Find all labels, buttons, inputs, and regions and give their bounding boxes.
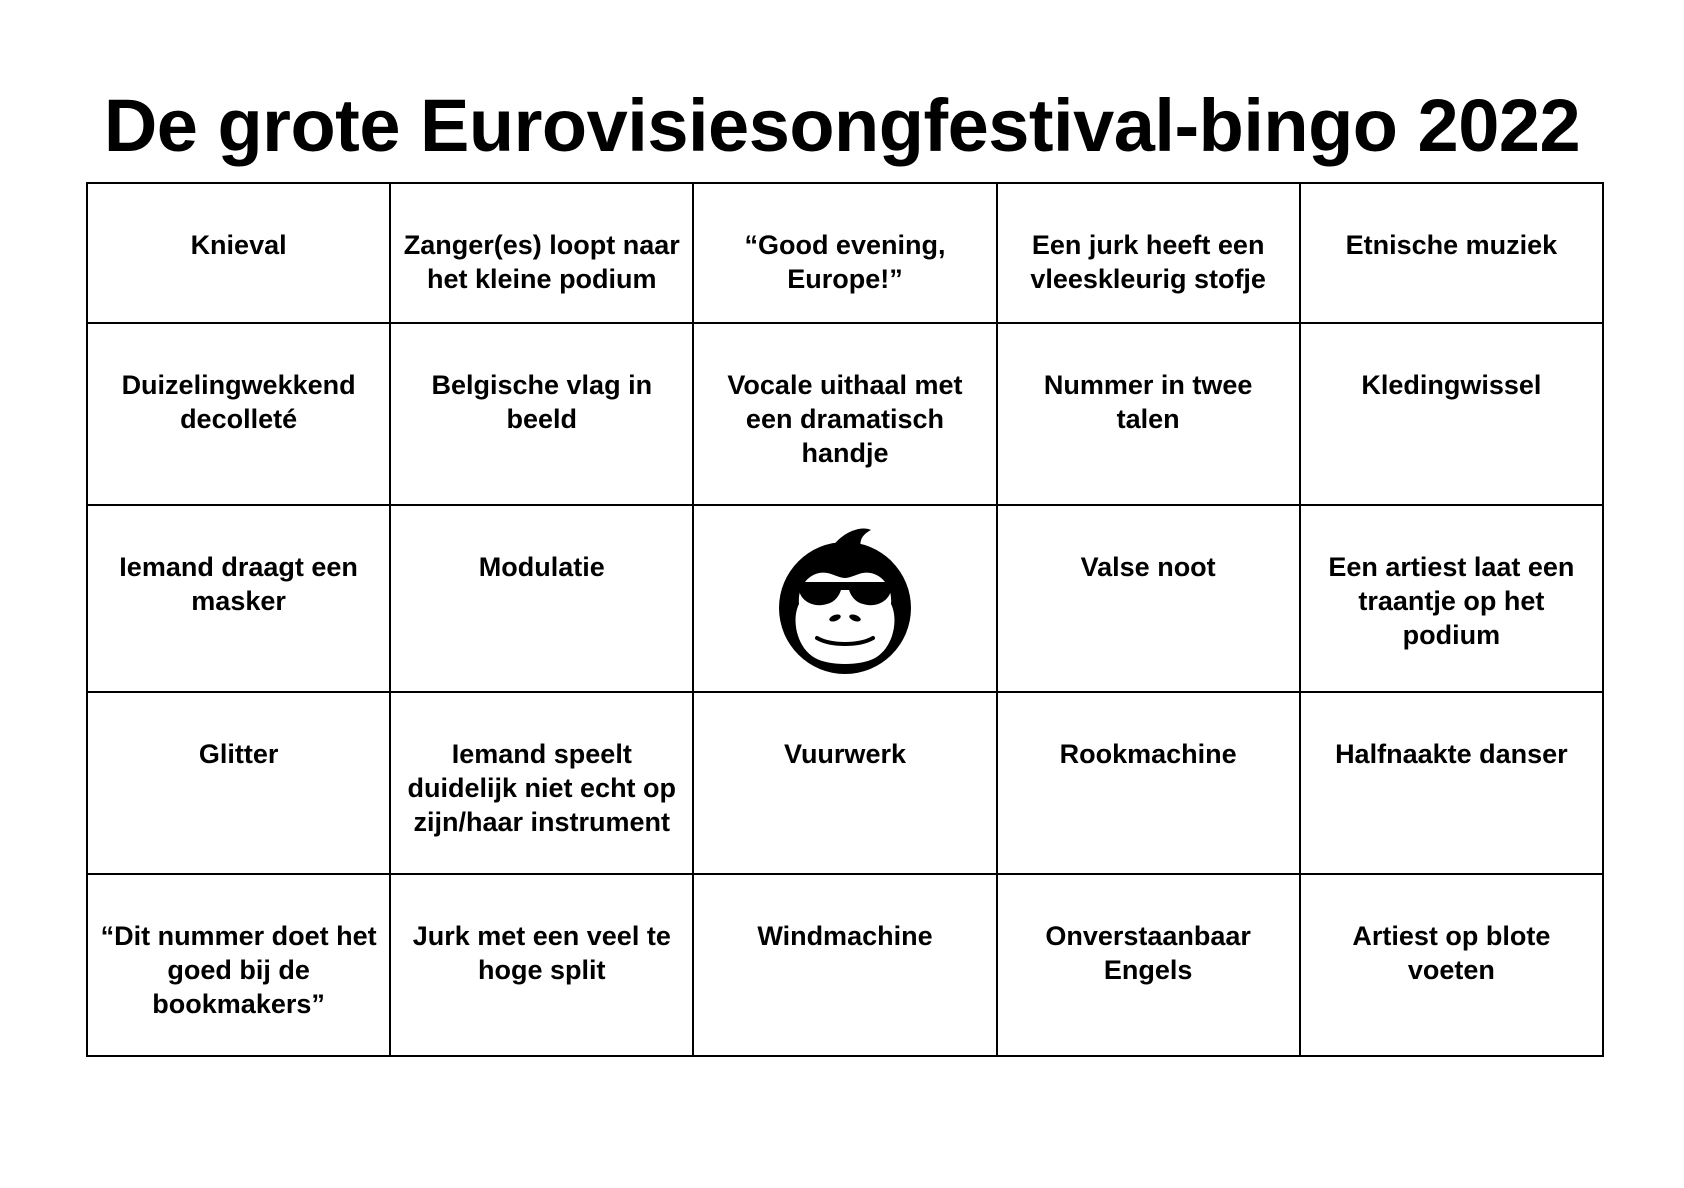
bingo-row bbox=[87, 692, 1603, 874]
bingo-cell: Windmachine bbox=[693, 874, 996, 1056]
bingo-cell: Iemand draagt een masker bbox=[87, 505, 390, 692]
bingo-cell: Knieval bbox=[87, 183, 390, 323]
bingo-cell: Een artiest laat een traantje op het podium bbox=[1300, 505, 1603, 692]
bingo-cell: Een jurk heeft een vleeskleurig stofje bbox=[997, 183, 1300, 323]
page-title: De grote Eurovisiesongfestival-bingo 2022 bbox=[103, 84, 1581, 167]
gorilla-sunglasses-logo-icon bbox=[775, 524, 915, 674]
bingo-cell: Rookmachine bbox=[997, 692, 1300, 874]
bingo-cell: Etnische muziek bbox=[1300, 183, 1603, 323]
free-square bbox=[693, 505, 996, 692]
bingo-cell: Valse noot bbox=[997, 505, 1300, 692]
bingo-cell: Duizelingwekkend decolleté bbox=[87, 323, 390, 505]
bingo-cell: Vuurwerk bbox=[693, 692, 996, 874]
bingo-cell: Onverstaanbaar Engels bbox=[997, 874, 1300, 1056]
bingo-row bbox=[87, 323, 1603, 505]
bingo-cell: Modulatie bbox=[390, 505, 693, 692]
bingo-cell: Jurk met een veel te hoge split bbox=[390, 874, 693, 1056]
bingo-cell: “Dit nummer doet het goed bij de bookmakers” bbox=[87, 874, 390, 1056]
bingo-row bbox=[87, 874, 1603, 1056]
bingo-cell: Halfnaakte danser bbox=[1300, 692, 1603, 874]
bingo-cell: Kledingwissel bbox=[1300, 323, 1603, 505]
bingo-cell: Artiest op blote voeten bbox=[1300, 874, 1603, 1056]
bingo-cell: “Good evening, Europe!” bbox=[693, 183, 996, 323]
bingo-row bbox=[87, 505, 1603, 692]
bingo-cell: Iemand speelt duidelijk niet echt op zijn/haar instrument bbox=[390, 692, 693, 874]
bingo-grid bbox=[86, 182, 1604, 1057]
bingo-cell: Zanger(es) loopt naar het kleine podium bbox=[390, 183, 693, 323]
bingo-cell: Vocale uithaal met een dramatisch handje bbox=[693, 323, 996, 505]
bingo-cell: Belgische vlag in beeld bbox=[390, 323, 693, 505]
bingo-cell: Nummer in twee talen bbox=[997, 323, 1300, 505]
bingo-cell: Glitter bbox=[87, 692, 390, 874]
bingo-row bbox=[87, 183, 1603, 323]
